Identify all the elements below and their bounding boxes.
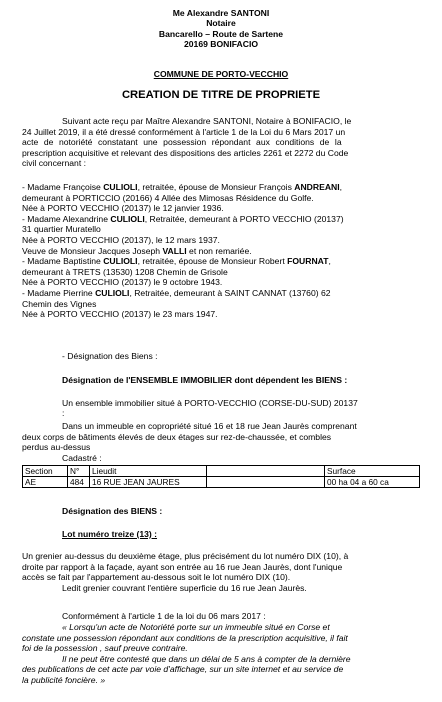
table-cell (207, 477, 325, 488)
intro-line: 24 Juillet 2019, il a été dressé conformément à l'article 1 de la Loi du 6 Mars 2017 un (22, 126, 346, 137)
notary-address: Bancarello – Route de Sartene (158, 28, 284, 39)
building-description: Dans un immeuble en copropriété situé 16 et 18 rue Jean Jaurès comprenant deux corps de bâtiments élevés de deux étages sur rez-de-chaussée, et combles perdus au-dessus (22, 421, 357, 453)
persons-list (22, 182, 422, 320)
notary-title: Notaire (206, 18, 236, 29)
intro-line: acte de notoriété constatant une possession répondant aux conditions de la (22, 137, 342, 148)
table-header-cell: N° (68, 466, 90, 477)
table-header-cell: Section (23, 466, 68, 477)
lot-heading: Lot numéro treize (13) : (62, 529, 158, 539)
table-header-cell: Surface (325, 466, 420, 477)
cadastre-label: Cadastré : (62, 453, 102, 463)
cadastre-table (22, 465, 420, 488)
person-entry: - Madame Baptistine CULIOLI, retraitée, épouse de Monsieur Robert FOURNAT, demeurant à TRETS (13530) 1208 Chemin de Grisole Née à PORTO VECCHIO (20137) le 9 octobre 1943. (22, 256, 331, 288)
legal-quote: « Lorsqu'un acte de Notoriété porte sur un immeuble situé en Corse et constate une possession répondant aux conditions de la prescription acquisitive, il fait foi de la possession , sauf preuve contraire. Il ne peut être contesté que dans un délai de 5 ans à compter de la dernière des publications de cet acte par voie d'affichage, sur un site internet et au service de la publicité foncière. » (22, 622, 351, 685)
notary-city: 20169 BONIFACIO (183, 39, 259, 50)
table-header-cell (207, 466, 325, 477)
table-cell: 16 RUE JEAN JAURES (90, 477, 207, 488)
intro-paragraph (22, 116, 418, 169)
lot-description: Un grenier au-dessus du deuxième étage, plus précisément du lot numéro DIX (10), à droite par rapport à la façade, ayant son entrée au 16 rue Jean Jaurès, dont l'unique accès se fait par l'appartement au-dessous soit le lot numéro DIX (10). Ledit grenier couvrant l'entière superficie du 16 rue Jean Jaurès. (22, 551, 349, 593)
ensemble-line: Un ensemble immobilier situé à PORTO-VECCHIO (CORSE-DU-SUD) 20137 (62, 398, 358, 408)
table-cell: 00 ha 04 a 60 ca (325, 477, 420, 488)
intro-line: civil concernant : (22, 158, 87, 169)
designation-label: - Désignation des Biens : (62, 351, 158, 361)
cadastre-table-wrapper (22, 465, 420, 488)
ensemble-line-colon: : (62, 408, 65, 418)
ensemble-heading: Désignation de l'ENSEMBLE IMMOBILIER dont dépendent les BIENS : (62, 375, 348, 385)
page-title: CREATION DE TITRE DE PROPRIETE (121, 89, 321, 101)
notary-name: Me Alexandre SANTONI (172, 8, 270, 18)
table-cell: 484 (68, 477, 90, 488)
commune-heading: COMMUNE DE PORTO-VECCHIO (153, 69, 289, 79)
table-header-cell: Lieudit (90, 466, 207, 477)
table-header-row (23, 466, 420, 477)
biens-heading: Désignation des BIENS : (62, 506, 163, 516)
closing-intro: Conformément à l'article 1 de la loi du 06 mars 2017 : (62, 611, 266, 621)
person-entry: - Madame Alexandrine CULIOLI, Retraitée, demeurant à PORTO VECCHIO (20137) 31 quartier Muratello Née à PORTO VECCHIO (20137), le 12 mars 1937. Veuve de Monsieur Jacques Joseph VALLI et non remariée. (22, 213, 344, 256)
table-row (23, 477, 420, 488)
table-cell: AE (23, 477, 68, 488)
intro-line: Suivant acte reçu par Maître Alexandre SANTONI, Notaire à BONIFACIO, le (62, 116, 352, 126)
notary-header (0, 8, 442, 50)
person-entry: - Madame Pierrine CULIOLI, Retraitée, demeurant à SAINT CANNAT (13760) 62 Chemin des Vignes Née à PORTO VECCHIO (20137) le 23 mars 1947. (22, 287, 331, 320)
intro-line: prescription acquisitive et relevant des dispositions des articles 2261 et 2272 du Code (22, 147, 349, 158)
person-entry: - Madame Françoise CULIOLI, retraitée, épouse de Monsieur François ANDREANI, demeurant à PORTICCIO (20166) 4 Allée des Mimosas Résidence du Golfe. Née à PORTO VECCHIO (20137) le 12 janvier 1936. (22, 182, 343, 214)
